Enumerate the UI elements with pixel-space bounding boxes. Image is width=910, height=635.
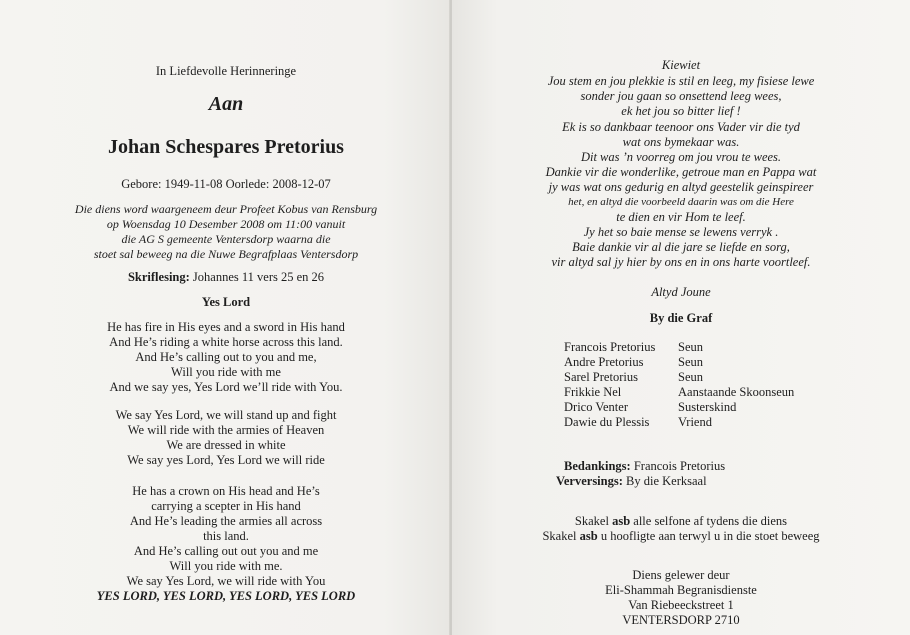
song-line: And He’s riding a white horse across this land. [109, 335, 343, 349]
deceased-name: Johan Schespares Pretorius [108, 136, 344, 158]
mourner-name: Dawie du Plessis [564, 415, 650, 429]
notice-text: u hoofligte aan terwyl u in die stoet beweeg [597, 529, 820, 543]
poem-line: Jou stem en jou plekkie is stil en leeg, my fisiese lewe [547, 74, 815, 88]
scripture-reading [0, 270, 452, 285]
notice-text: alle selfone af tydens die diens [630, 514, 788, 528]
poem-line: te dien en vir Hom te leef. [616, 210, 746, 224]
poem-line: vir altyd sal jy hier by ons en in ons harte voortleef. [551, 255, 811, 269]
scripture-label: Skriflesing: [127, 270, 190, 284]
aan-heading: Aan [208, 93, 244, 115]
refreshments-line [556, 474, 707, 489]
thanks-line [564, 459, 725, 474]
mourner-role: Seun [678, 355, 703, 369]
notice-emphasis: asb [579, 529, 598, 543]
song-line: He has fire in His eyes and a sword in His hand [107, 320, 345, 334]
song-title: Yes Lord [201, 295, 251, 309]
mourner-name: Andre Pretorius [564, 355, 644, 369]
mourner-role: Seun [678, 370, 703, 384]
song-chorus: YES LORD, YES LORD, YES LORD, YES LORD [96, 589, 356, 603]
right-page [452, 0, 910, 635]
mourner-role: Aanstaande Skoonseun [678, 385, 795, 399]
mourner-name: Drico Venter [564, 400, 628, 414]
service-line: stoet sal beweeg na die Nuwe Begrafplaas Ventersdorp [93, 247, 359, 261]
grave-heading: By die Graf [649, 311, 713, 325]
mourner-name: Sarel Pretorius [564, 370, 638, 384]
undertaker-line: Diens gelewer deur [632, 568, 730, 582]
notice-phones [452, 514, 910, 529]
poem-line: Dit was ’n voorreg om jou vrou te wees. [580, 150, 782, 164]
birth-death-dates: Gebore: 1949-11-08 Oorlede: 2008-12-07 [121, 177, 331, 191]
song-line: We will ride with the armies of Heaven [127, 423, 325, 437]
song-line: Will you ride with me [171, 365, 281, 379]
poem-line: het, en altyd die voorbeeld daarin was om die Here [568, 196, 794, 208]
poem-line: jy was wat ons gedurig en altyd geestelik geinspireer [548, 180, 814, 194]
refreshments-text: By die Kerksaal [622, 474, 707, 488]
memorial-heading: In Liefdevolle Herinneringe [155, 64, 297, 78]
poem-line: Dankie vir die wonderlike, getroue man en Pappa wat [545, 165, 817, 179]
notice-emphasis: asb [612, 514, 631, 528]
notice-text: Skakel [574, 514, 613, 528]
song-line: We are dressed in white [166, 438, 286, 452]
mourner-role: Susterskind [678, 400, 737, 414]
thanks-text: Francois Pretorius [630, 459, 726, 473]
poem-title: Kiewiet [661, 58, 701, 72]
notice-text: Skakel [542, 529, 580, 543]
service-line: die AG S gemeente Ventersdorp waarna die [121, 232, 331, 246]
song-line: carrying a scepter in His hand [151, 499, 301, 513]
song-line: And He’s calling out out you and me [133, 544, 319, 558]
left-page [0, 0, 452, 635]
song-line: And He’s calling out to you and me, [135, 350, 317, 364]
mourner-name: Francois Pretorius [564, 340, 656, 354]
poem-line: sonder jou gaan so onsettend leeg wees, [580, 89, 782, 103]
mourner-role: Vriend [678, 415, 712, 429]
service-line: Die diens word waargeneem deur Profeet Kobus van Rensburg [74, 202, 378, 216]
song-line: He has a crown on His head and He’s [132, 484, 320, 498]
refreshments-label: Verversings: [556, 474, 623, 488]
undertaker-line: Van Riebeeckstreet 1 [628, 598, 734, 612]
song-line: And we say yes, Yes Lord we’ll ride with You. [109, 380, 343, 394]
undertaker-line: Eli-Shammah Begranisdienste [605, 583, 757, 597]
service-line: op Woensdag 10 Desember 2008 om 11:00 vanuit [106, 217, 346, 231]
mourner-name: Frikkie Nel [564, 385, 622, 399]
poem-line: ek het jou so bitter lief ! [621, 104, 741, 118]
song-line: this land. [203, 529, 249, 543]
poem-signature: Altyd Joune [651, 285, 711, 299]
poem-line: Jy het so baie mense se lewens verryk . [583, 225, 779, 239]
song-line: And He’s leading the armies all across [129, 514, 323, 528]
poem-line: wat ons bymekaar was. [622, 135, 740, 149]
poem-line: Baie dankie vir al die jare se liefde en sorg, [572, 240, 790, 254]
song-line: Will you ride with me. [169, 559, 283, 573]
thanks-label: Bedankings: [564, 459, 631, 473]
mourner-role: Seun [678, 340, 703, 354]
song-line: We say yes Lord, Yes Lord we will ride [127, 453, 325, 467]
poem-line: Ek is so dankbaar teenoor ons Vader vir die tyd [562, 120, 800, 134]
song-line: We say Yes Lord, we will ride with You [126, 574, 326, 588]
song-line: We say Yes Lord, we will stand up and fight [115, 408, 337, 422]
notice-headlights [452, 529, 910, 544]
scripture-text: Johannes 11 vers 25 en 26 [189, 270, 325, 284]
undertaker-line: VENTERSDORP 2710 [622, 613, 740, 627]
